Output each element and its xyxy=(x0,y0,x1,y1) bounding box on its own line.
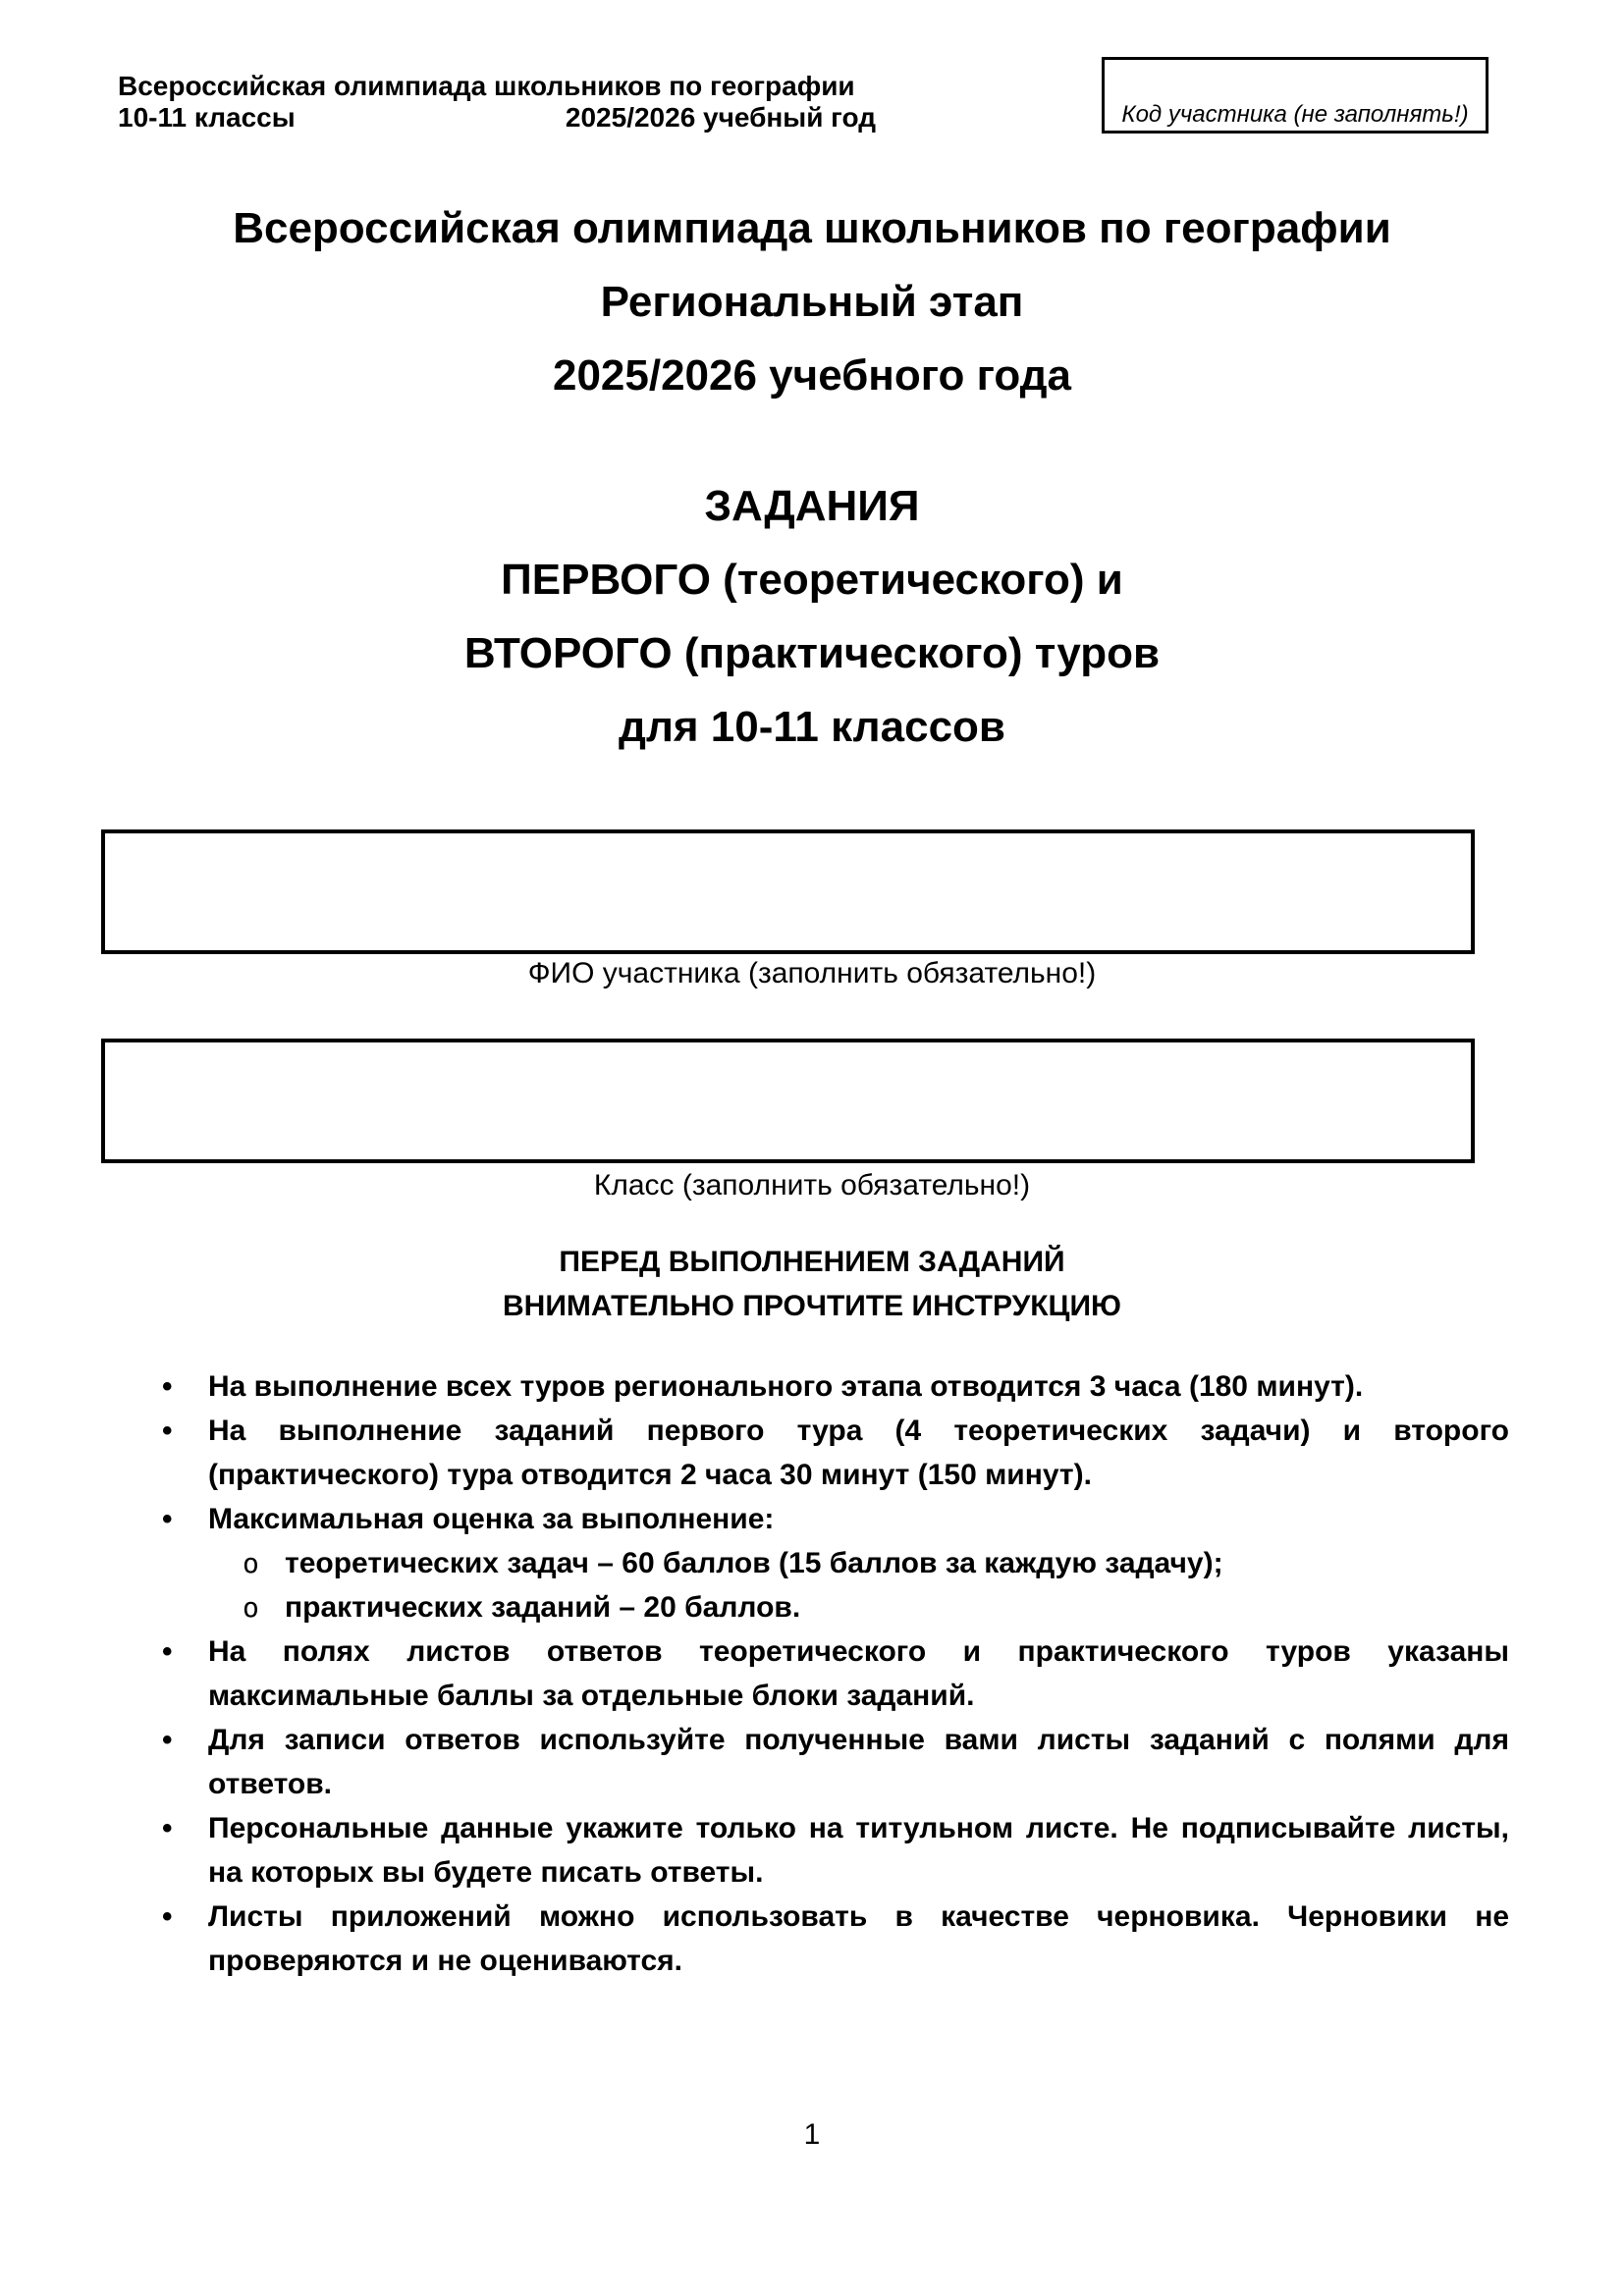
running-header xyxy=(118,71,876,133)
subtitle-line4: для 10-11 классов xyxy=(619,703,1005,751)
participant-code-box xyxy=(1102,57,1489,133)
subtitle xyxy=(0,469,1624,764)
sub-list-item xyxy=(243,1585,1509,1629)
instructions-list xyxy=(152,1364,1509,1983)
instructions-sublist xyxy=(208,1541,1509,1629)
list-item xyxy=(152,1364,1509,1409)
list-item xyxy=(152,1497,1509,1629)
subtitle-line3: ВТОРОГО (практического) туров xyxy=(463,629,1161,677)
instructions-heading-line2: ВНИМАТЕЛЬНО ПРОЧТИТЕ ИНСТРУКЦИЮ xyxy=(503,1290,1121,1322)
instructions-heading-line1: ПЕРЕД ВЫПОЛНЕНИЕМ ЗАДАНИЙ xyxy=(559,1246,1065,1278)
class-caption: Класс (заполнить обязательно!) xyxy=(593,1169,1031,1201)
running-header-year: 2025/2026 учебный год xyxy=(565,102,876,133)
subtitle-line1: ЗАДАНИЯ xyxy=(704,482,920,530)
list-item xyxy=(152,1629,1509,1718)
list-item-text: На выполнение всех туров регионального этапа отводится 3 часа (180 минут). xyxy=(208,1370,1364,1403)
fio-caption: ФИО участника (заполнить обязательно!) xyxy=(527,957,1097,989)
class-input-box xyxy=(101,1039,1475,1163)
subtitle-line2: ПЕРВОГО (теоретического) и xyxy=(501,556,1123,604)
list-item-text: На полях листов ответов теоретического и практического туров указаны максимальные баллы за отдельные блоки заданий. xyxy=(208,1635,1509,1712)
main-title-line2: Региональный этап xyxy=(600,278,1024,326)
running-header-line2 xyxy=(118,102,876,133)
list-item xyxy=(152,1718,1509,1806)
sub-list-item-text: теоретических задач – 60 баллов (15 баллов за каждую задачу); xyxy=(285,1547,1223,1579)
list-item xyxy=(152,1895,1509,1983)
list-item-text: Персональные данные укажите только на титульном листе. Не подписывайте листы, на которых вы будете писать ответы. xyxy=(208,1812,1509,1889)
list-item-text: Максимальная оценка за выполнение: xyxy=(208,1503,775,1535)
list-item-text: На выполнение заданий первого тура (4 теоретических задачи) и второго (практического) тура отводится 2 часа 30 минут (150 минут). xyxy=(208,1415,1509,1491)
list-item xyxy=(152,1806,1509,1895)
page-number: 1 xyxy=(803,2118,821,2151)
list-item-text: Для записи ответов используйте полученные вами листы заданий с полями для ответов. xyxy=(208,1724,1509,1800)
instructions-heading xyxy=(0,1240,1624,1328)
participant-code-label: Код участника (не заполнять!) xyxy=(1121,101,1469,128)
sub-list-item xyxy=(243,1541,1509,1585)
main-title xyxy=(0,191,1624,412)
main-title-line1: Всероссийская олимпиада школьников по географии xyxy=(233,204,1391,252)
fio-input-box xyxy=(101,829,1475,954)
running-header-grades: 10-11 классы xyxy=(118,102,296,133)
list-item-text: Листы приложений можно использовать в качестве черновика. Черновики не проверяются и не оцениваются. xyxy=(208,1900,1509,1977)
sub-list-item-text: практических заданий – 20 баллов. xyxy=(285,1591,801,1624)
running-header-title: Всероссийская олимпиада школьников по географии xyxy=(118,71,855,101)
main-title-line3: 2025/2026 учебного года xyxy=(552,351,1072,400)
list-item xyxy=(152,1409,1509,1497)
